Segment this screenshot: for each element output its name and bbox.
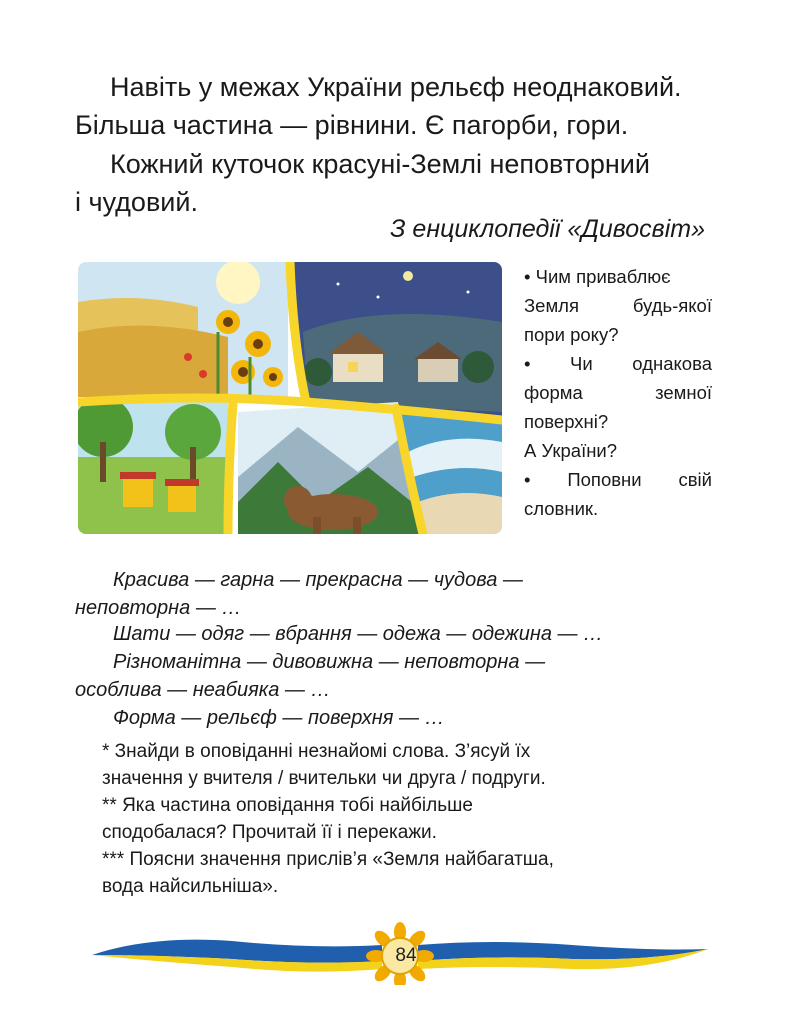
question-line: • Чим приваблює [524, 266, 671, 287]
question-line: А України? [524, 440, 618, 461]
question-line: пори року? [524, 324, 619, 345]
questions-block [524, 262, 712, 523]
landscape-collage-svg [78, 262, 502, 534]
question-line: поверхні? [524, 411, 609, 432]
synonym-line: особлива — неабияка — … [75, 679, 331, 701]
question-line: словник. [524, 498, 599, 519]
synonym-line: Форма — рельєф — поверхня — … [113, 707, 445, 729]
landscape-illustration [78, 262, 502, 534]
question-line: • Поповни свій [524, 469, 712, 490]
night-village-scene [293, 262, 502, 417]
wheat-field-scene [78, 262, 288, 397]
question-line: • Чи однакова [524, 353, 712, 374]
intro-line-3: Кожний куточок красуні-Землі неповторний [110, 149, 650, 179]
intro-line-4: і чудовий. [75, 187, 198, 217]
source-citation: З енциклопедії «Дивосвіт» [390, 215, 705, 243]
question-line: форма земної [524, 382, 712, 403]
question-line: Земля будь-якої [524, 295, 712, 316]
synonym-line: Різноманітна — дивовижна — неповторна — [113, 651, 546, 673]
task-line: вода найсильніша». [102, 876, 279, 897]
tasks-block [102, 738, 712, 900]
task-line: сподобалася? Прочитай її і перекажи. [102, 822, 437, 843]
task-line: * Знайди в оповіданні незнайомі слова. З’ясуй їх [102, 741, 531, 762]
apiary-scene [78, 397, 228, 534]
task-line: значення у вчителя / вчительки чи друга / подруги. [102, 768, 546, 789]
task-line: ** Яка частина оповідання тобі найбільше [102, 795, 473, 816]
synonym-line: Красива — гарна — прекрасна — чудова — [113, 569, 523, 591]
task-line: *** Поясни значення прислів’я «Земля найбагатша, [102, 849, 554, 870]
intro-line-1: Навіть у межах України рельєф неоднаковий. [110, 72, 682, 102]
intro-line-2: Більша частина — рівнини. Є пагорби, гори. [75, 110, 629, 140]
synonym-line: неповторна — … [75, 597, 242, 619]
page-number: 84 [395, 945, 417, 966]
synonym-line: Шати — одяг — вбрання — одежа — одежина — … [113, 623, 604, 645]
